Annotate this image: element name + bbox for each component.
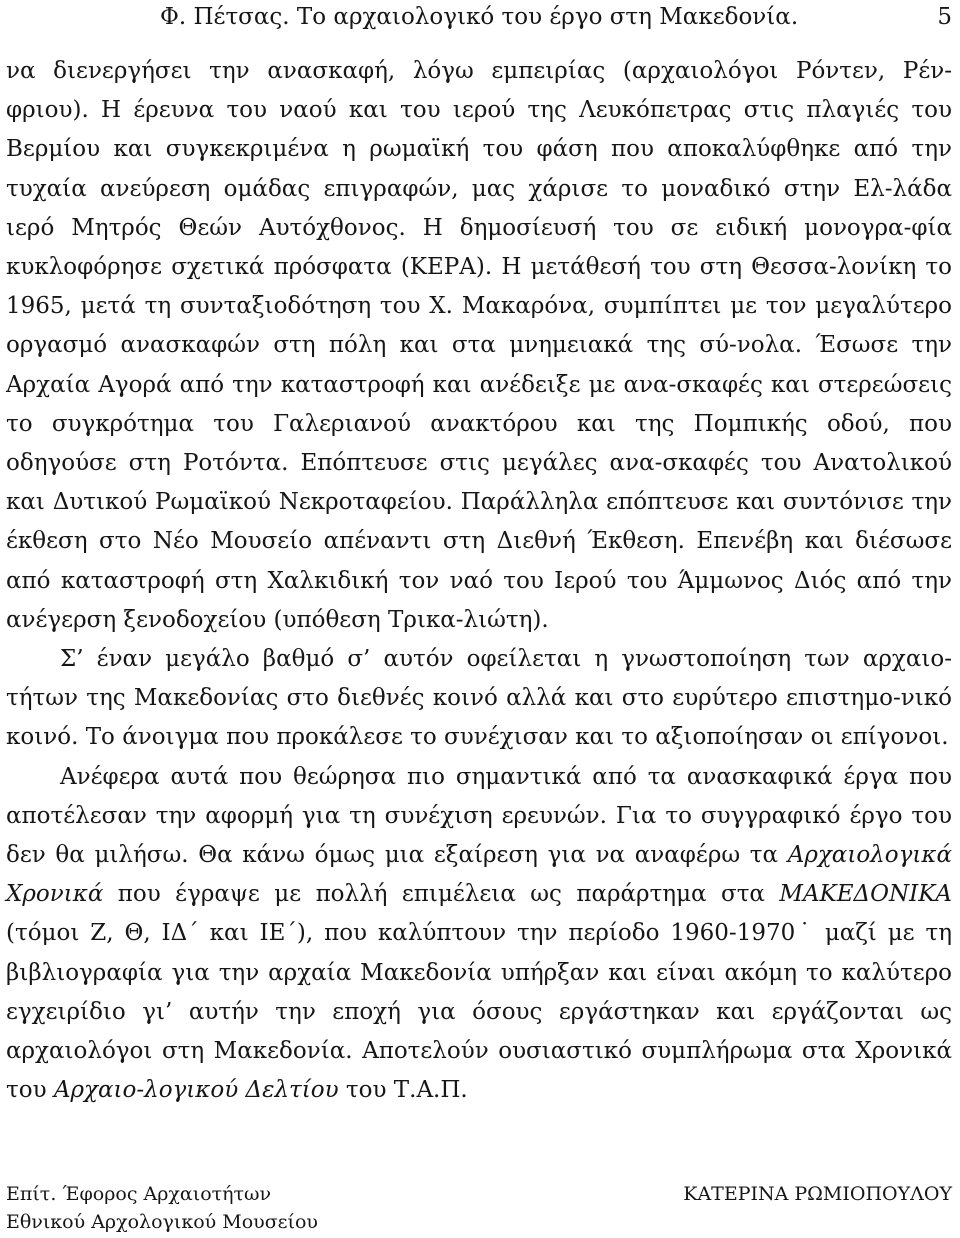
author-name [683, 1180, 952, 1208]
book-title-makedonika: ΜΑΚΕΔΟΝΙΚΑ [779, 881, 952, 908]
main-text [6, 52, 952, 1110]
running-header [160, 2, 952, 32]
author-name-text: ΚΑΤΕΡΙΝΑ ΡΩΜΙΟΠΟΥΛΟΥ [683, 1183, 952, 1205]
paragraph-3-text-d: του Τ.Α.Π. [338, 1077, 468, 1104]
running-title: Φ. Πέτσας. Το αρχαιολογικό του έργο στη Μακεδονία. [160, 4, 799, 30]
paragraph-3-text-b: που έγραψε με πολλή επιμέλεια ως παράρτημα στα [103, 881, 780, 908]
affiliation-line-1: Επίτ. Έφορος Αρχαιοτήτων [6, 1183, 272, 1205]
paragraph-3 [6, 758, 952, 1111]
page-number: 5 [937, 4, 952, 30]
paragraph-3-text-c: (τόμοι Ζ, Θ, ΙΔ΄ και ΙΕ΄), που καλύπτουν την περίοδο 1960-1970˙ μαζί με τη βιβλιογραφία για την αρχαία Μακεδονία υπήρξαν και είναι ακόμη το καλύτερο εγχειρίδιο γι’ αυτήν την εποχή για όσους εργάστηκαν και εργάζονται ως αρχαιολόγοι στη Μακεδονία. Αποτελούν ουσιαστικό συμπλήρωμα στα Χρονικά του [6, 920, 952, 1104]
paragraph-3-text-a: Ανέφερα αυτά που θεώρησα πιο σημαντικά από τα ανασκαφικά έργα που αποτέλεσαν την αφορμή για τη συνέχιση ερευνών. Για το συγγραφικό έργο του δεν θα μιλήσω. Θα κάνω όμως μια εξαίρεση για να αναφέρω τα [6, 763, 952, 869]
author-affiliation [6, 1180, 318, 1236]
paragraph-2: Σ’ έναν μεγάλο βαθμό σ’ αυτόν οφείλεται η γνωστοποίηση των αρχαιο-τήτων της Μακεδονίας στο διεθνές κοινό αλλά και στο ευρύτερο επιστημο-νικό κοινό. Το άνοιγμα που προκάλεσε το συνέχισαν και το αξιοποίησαν οι επίγονοι. [6, 646, 952, 751]
paragraph-1: να διενεργήσει την ανασκαφή, λόγω εμπειρίας (αρχαιολόγοι Ρόντεν, Ρέν-φριου). Η έρευνα του ναού και του ιερού της Λευκόπετρας στις πλαγιές του Βερμίου και συγκεκριμένα η ρωμαϊκή του φάση που αποκαλύφθηκε από την τυχαία ανεύρεση ομάδας επιγραφών, μας χάρισε το μοναδικό στην Ελ-λάδα ιερό Μητρός Θεών Αυτόχθονος. Η δημοσίευσή του σε ειδική μονογρα-φία κυκλοφόρησε σχετικά πρόσφατα (ΚΕΡΑ). Η μετάθεσή του στη Θεσσα-λονίκη το 1965, μετά τη συνταξιοδότηση του Χ. Μακαρόνα, συμπίπτει με τον μεγαλύτερο οργασμό ανασκαφών στη πόλη και στα μνημειακά της σύ-νολα. Έσωσε την Αρχαία Αγορά από την καταστροφή και ανέδειξε με ανα-σκαφές και στερεώσεις το συγκρότημα του Γαλεριανού ανακτόρου και της Πομπικής οδού, που οδηγούσε στη Ροτόντα. Επόπτευσε στις μεγάλες ανα-σκαφές του Ανατολικού και Δυτικού Ρωμαϊκού Νεκροταφείου. Παράλληλα επόπτευσε και συντόνισε την έκθεση στο Νέο Μουσείο απέναντι στη Διεθνή Έκθεση. Επενέβη και διέσωσε από καταστροφή στη Χαλκιδική τον ναό του Ιερού του Άμμωνος Διός από την ανέγερση ξενοδοχείου (υπόθεση Τρικα-λιώτη). [6, 58, 952, 633]
book-title-archaiologika-chronika: Αρχαιολογικά Χρονικά [6, 842, 952, 908]
book-title-archaiologikou-deltiou: Αρχαιο-λογικού Δελτίου [53, 1077, 339, 1104]
affiliation-line-2: Εθνικού Αρχολογικού Μουσείου [6, 1211, 318, 1233]
